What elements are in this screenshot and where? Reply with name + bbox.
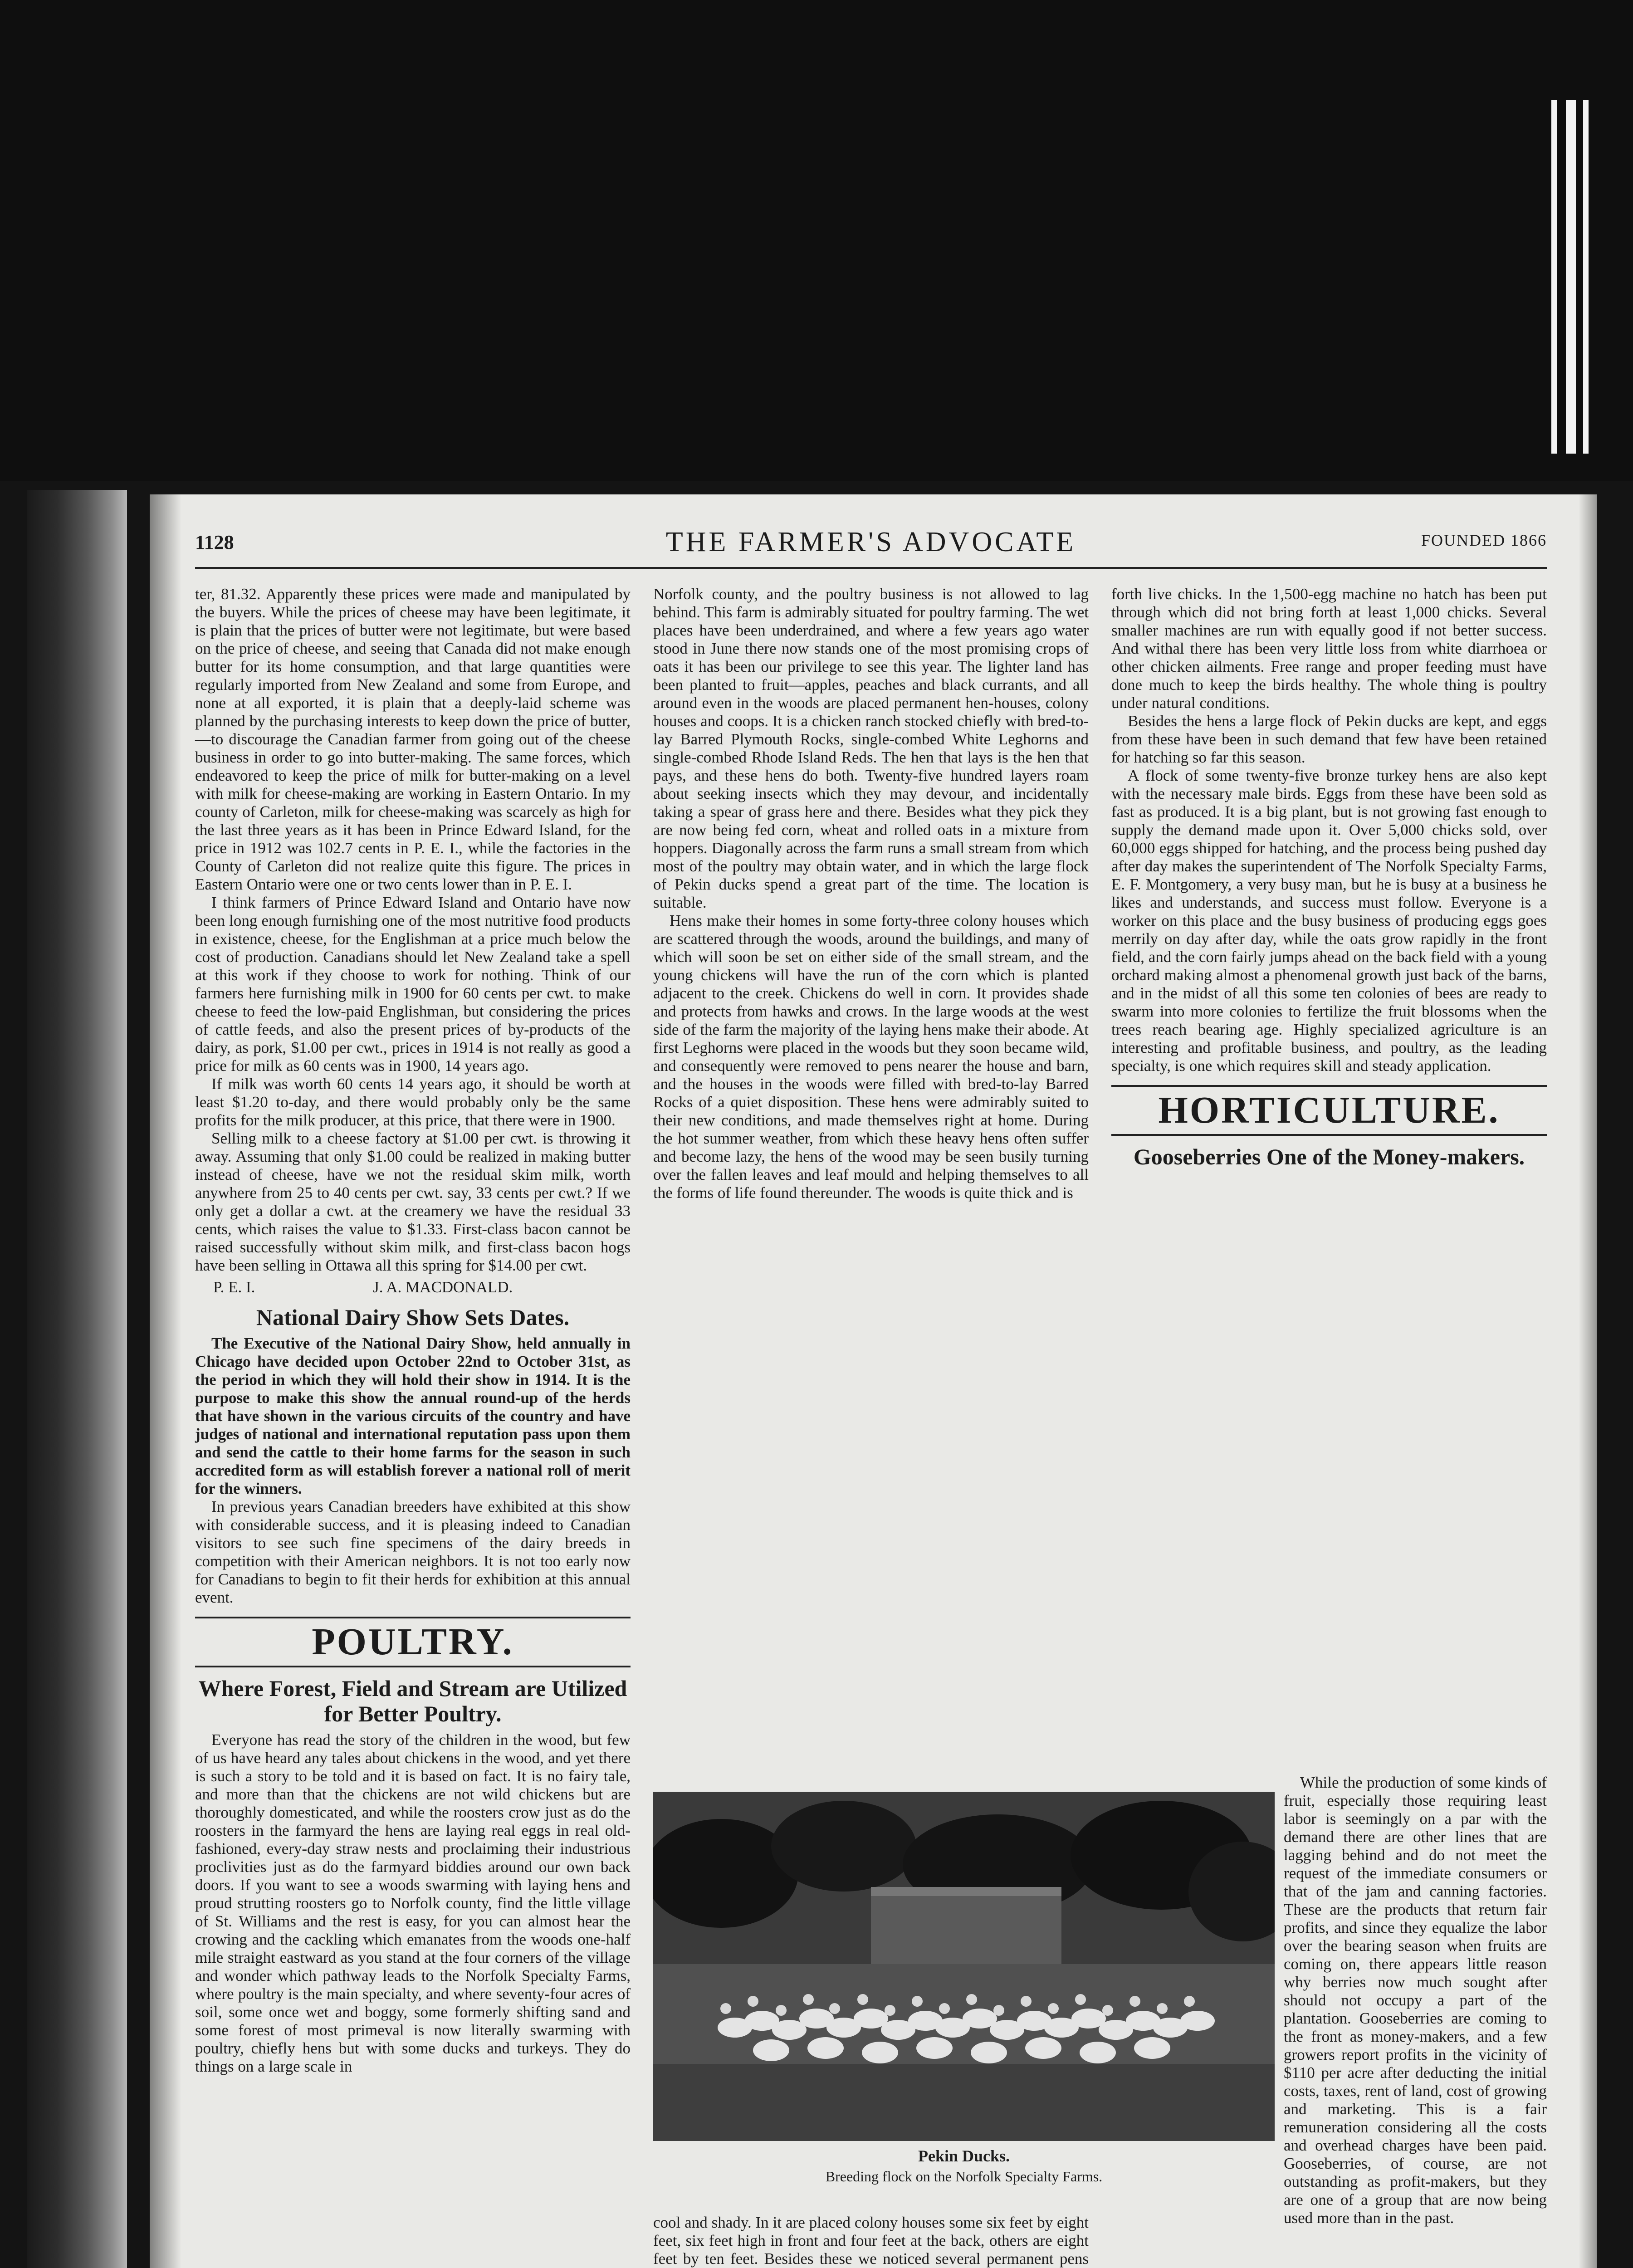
scanner-background <box>0 0 1633 481</box>
paragraph: Hens make their homes in some forty-three colony houses which are scattered through the woods, around the buildings, and many of which will soon be set on either side of the small stream, and the young chickens will have the run of the corn which is planted adjacent to the creek. Chickens do well in corn. It provides shade and protects from hawks and crows. In the large woods at the west side of the farm the majority of the laying hens make their abode. At first Leghorns were placed in the woods but they soon became wild, and consequently were removed to pens nearer the house and barn, and the houses in the woods were filled with bred-to-lay Barred Rocks of a quiet disposition. These hens were admirably suited to their new conditions, and made themselves right at home. During the hot summer weather, from which these heavy hens often suffer and become lazy, the hens of the wood may be seen busily turning over the fallen leaves and leaf mould and helping themselves to all the forms of life found thereunder. The woods is quite thick and is <box>653 912 1089 1202</box>
paragraph: A flock of some twenty-five bronze turkey hens are also kept with the necessary male birds. Eggs from these have been sold as fast as produced. It is a big plant, but is not growing fast enough to supply the demand made upon it. Over 5,000 chicks sold, over 60,000 eggs shipped for hatching, and the process being pushed day after day makes the superintendent of The Norfolk Specialty Farms, E. F. Montgomery, a very busy man, but he is busy at a business he likes and understands, and success must follow. Everyone is a worker on this place and the busy business of producing eggs goes merrily on day after day, while the oats grow rapidly in the front field, and the corn fairly jumps ahead on the back field with a young orchard making almost a phenomenal growth just back of the barns, and in the midst of all this some ten colonies of bees are ready to swarm into more colonies to fertilize the fruit blossoms when the trees reach bearing age. Highly specialized agriculture is an interesting and profitable business, and poultry, as the leading specialty, is one which requires skill and steady application. <box>1111 767 1547 1075</box>
page-shadow <box>1579 494 1597 2268</box>
page-shadow <box>150 494 181 2268</box>
scan-stripe <box>1551 100 1557 454</box>
paragraph: Everyone has read the story of the children in the wood, but few of us have heard any tales about chickens in the wood, and yet there is such a story to be told and it is based on fact. It is no fairy tale, and more than that the chickens are not wild chickens but are thoroughly domesticated, and while the roosters crow just as do the roosters in the farmyard the hens are laying real eggs in real old-fashioned, every-day straw nests and proclaiming their industrious proclivities just as do the farmyard biddies around our own back doors. If you want to see a woods swarming with laying hens and proud strutting roosters go to Norfolk county, find the little village of St. Williams and the rest is easy, for you can almost hear the crowing and the cackling which emanates from the woods one-half mile straight eastward as you stand at the four corners of the village and wonder which pathway leads to the Norfolk Specialty Farms, where poultry is the main specialty, and where seventy-four acres of soil, some once wet and boggy, some formerly shifting sand and some forest of most primeval is now literally swarming with poultry, chiefly hens but with some ducks and turkeys. They do things on a large scale in <box>195 1731 631 2075</box>
newspaper-page <box>150 494 1597 2268</box>
header-rule <box>195 567 1547 569</box>
paragraph: ter, 81.32. Apparently these prices were made and manipulated by the buyers. While the prices of cheese may have been legitimate, it is plain that the prices of butter were not legitimate, but were based on the price of cheese, and seeing that Canada did not make enough butter for its home consumption, and that large quantities were regularly imported from New Zealand and some from Europe, and none at all exported, it is plain that a deeply-laid scheme was planned by the purchasing interests to keep down the price of butter,—to discourage the Canadian farmer from going out of the cheese business in order to go into butter-making. The same forces, which endeavored to keep the price of milk for butter-making on a level with milk for cheese-making are working in Eastern Ontario. In my county of Carleton, milk for cheese-making was scarcely as high for the last three years as it has been in Prince Edward Island, for the price in 1912 was 102.7 cents in P. E. I., while the factories in the County of Carleton did not realize quite this figure. The prices in Eastern Ontario were one or two cents lower than in P. E. I. <box>195 585 631 893</box>
masthead-title: THE FARMER'S ADVOCATE <box>665 527 1076 557</box>
column-1 <box>195 585 631 2076</box>
paragraph: I think farmers of Prince Edward Island and Ontario have now been long enough furnishing one of the most nutritive food products in existence, cheese, for the Englishman at a price much below the cost of production. Canadians should let New Zealand take a spell at this work if they choose to work for nothing. Think of our farmers here furnishing milk in 1900 for 60 cents per cwt. to make cheese to feed the low-paid Englishman, but considering the prices of cattle feeds, and also the present prices of by-products of the dairy, as pork, $1.00 per cwt., prices in 1914 is not really as good a price for milk as 60 cents was in 1900, 14 years ago. <box>195 894 631 1075</box>
paragraph: In previous years Canadian breeders have exhibited at this show with considerable success, and it is pleasing indeed to Canadian visitors to see such fine specimens of the dairy breeds in competition with their American neighbors. It is not too early now for Canadians to begin to fit their herds for exhibition at this annual event. <box>195 1498 631 1606</box>
column-2 <box>653 585 1089 1202</box>
pekin-ducks-photo <box>653 1792 1275 2141</box>
signature-name: J. A. MACDONALD. <box>373 1278 513 1296</box>
paragraph-bold: The Executive of the National Dairy Show, held annually in Chicago have decided upon October 22nd to October 31st, as the period in which they will hold their show in 1914. It is the purpose to make this show the annual round-up of the herds that have shown in the various circuits of the country and have judges of national and international reputation pass upon them and send the cattle to their home farms for the season in such accredited form as will establish forever a national roll of merit for the winners. <box>195 1334 631 1497</box>
paragraph: Besides the hens a large flock of Pekin ducks are kept, and eggs from these have been in such demand that few have been retained for hatching so far this season. <box>1111 712 1547 766</box>
page-number: 1128 <box>195 531 234 553</box>
paragraph: cool and shady. In it are placed colony houses some six feet by eight feet, six feet high in front and four feet at the back, others are eight feet by ten feet. Besides these we noticed several permanent pens <box>653 2214 1089 2268</box>
scan-stripe <box>1566 100 1576 454</box>
photo-caption-title: Pekin Ducks. <box>918 2147 1010 2165</box>
paragraph: Norfolk county, and the poultry business is not allowed to lag behind. This farm is admirably situated for poultry farming. The wet places have been underdrained, and where a few years ago water stood in June there now stands one of the most promising crops of oats it has been our privilege to see this year. The lighter land has been planted to fruit—apples, peaches and black currants, and all around even in the woods are placed permanent hen-houses, colony houses and coops. It is a chicken ranch stocked chiefly with bred-to-lay Barred Plymouth Rocks, single-combed White Leghorns and single-combed Rhode Island Reds. The hen that lays is the hen that pays, and these hens do both. Twenty-five hundred layers roam about seeking insects which they may devour, and incidentally taking a spear of grass here and there. Besides what they pick they are now being fed corn, wheat and rolled oats in a mixture from hoppers. Diagonally across the farm runs a small stream from which most of the poultry may obtain water, and in which the large flock of Pekin ducks spend a great part of the time. The location is suitable. <box>653 585 1089 911</box>
article-headline-dairy-show: National Dairy Show Sets Dates. <box>256 1305 570 1330</box>
paragraph: If milk was worth 60 cents 14 years ago, it should be worth at least $1.20 to-day, and there would probably only be the same profits for the milk producer, at this price, that there were in 1900. <box>195 1075 631 1129</box>
photo-caption-subtitle: Breeding flock on the Norfolk Specialty Farms. <box>825 2168 1103 2185</box>
column-3-hort-text <box>1284 1774 1547 2227</box>
scan-stripe <box>1583 100 1589 454</box>
paragraph: forth live chicks. In the 1,500-egg machine no hatch has been put through which did not bring forth at least 1,000 chicks. Several smaller machines are run with equally good if not better success. And withal there has been very little loss from white diarrhoea or other chicken ailments. Free range and proper feeding must have done much to keep the birds healthy. The whole thing is poultry under natural conditions. <box>1111 585 1547 712</box>
book-binding-gutter <box>27 490 127 2268</box>
founded-date: FOUNDED 1866 <box>1421 531 1547 549</box>
signature-place: P. E. I. <box>213 1278 255 1296</box>
page-header <box>195 526 1547 562</box>
letter-signature <box>195 1278 631 1296</box>
column-3 <box>1111 585 1547 1774</box>
paragraph: While the production of some kinds of fruit, especially those requiring least labor is seemingly on a par with the demand there are other lines that are lagging behind and do not meet the request of the immediate consumers or that of the jam and canning factories. These are the products that return fair profits, and since they equalize the labor over the bearing season when fruits are coming on, there appears little reason why berries now much sought after should not occupy a part of the plantation. Gooseberries are coming to the front as money-makers, and a few growers report profits in the vicinity of $110 per acre after deducting the initial costs, taxes, rent of land, cost of growing and marketing. This is a fair remuneration considering all the costs and overhead charges have been paid. Gooseberries, of course, are not outstanding as profit-makers, but they are one of a group that are now being used more than in the past. <box>1284 1774 1547 2227</box>
article-headline-poultry: Where Forest, Field and Stream are Utilized for Better Poultry. <box>198 1676 627 1726</box>
column-2-lower <box>653 2214 1089 2268</box>
photo-figure <box>653 1792 1275 2200</box>
section-heading-poultry: POULTRY. <box>195 1617 631 1667</box>
paragraph: Selling milk to a cheese factory at $1.00 per cwt. is throwing it away. Assuming that only $1.00 could be realized in making butter instead of cheese, have we not the residual skim milk, worth anywhere from 25 to 40 cents per cwt. say, 33 cents per cwt.? If we only get a dollar a cwt. at the creamery we have the residual 33 cents, which raises the value to $1.33. First-class bacon cannot be raised successfully without skim milk, and first-class bacon hogs have been selling in Ottawa all this spring for $14.00 per cwt. <box>195 1129 631 1274</box>
article-headline-gooseberries: Gooseberries One of the Money-makers. <box>1133 1144 1525 1169</box>
section-heading-horticulture: HORTICULTURE. <box>1111 1085 1547 1136</box>
